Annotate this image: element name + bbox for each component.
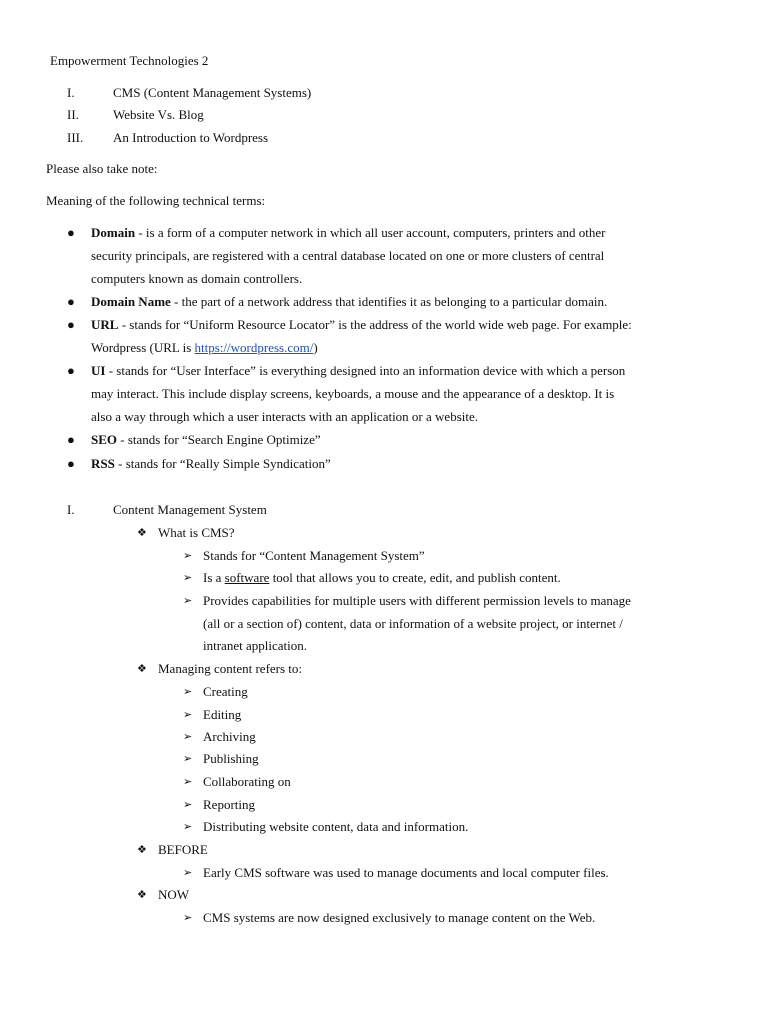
list-item: Early CMS software was used to manage documents and local computer files.	[203, 865, 609, 880]
note-line: Please also take note:	[46, 161, 158, 176]
subheading-now: NOW	[158, 887, 190, 902]
list-item: Provides capabilities for multiple users with different permission levels to manage	[203, 593, 631, 608]
term-definition: - stands for “Search Engine Optimize”	[117, 432, 321, 447]
bullet-icon: ●	[67, 294, 75, 309]
term-definition: - is a form of a computer network in which all user account, computers, printers and other	[135, 225, 606, 240]
outline-item: CMS (Content Management Systems)	[113, 85, 312, 100]
list-item: CMS systems are now designed exclusively to manage content on the Web.	[203, 910, 596, 925]
arrow-bullet-icon: ➢	[183, 708, 193, 721]
term-definition: - stands for “User Interface” is everything designed into an information device with which a person	[105, 363, 626, 378]
underlined-word: software	[224, 570, 270, 585]
term-label: Domain Name	[91, 294, 171, 309]
document-title: Empowerment Technologies 2	[50, 53, 209, 68]
term-definition: - stands for “Uniform Resource Locator” is the address of the world wide web page. For example:	[118, 317, 632, 332]
url-suffix: )	[313, 340, 318, 355]
outline-number: I.	[67, 85, 75, 100]
arrow-bullet-icon: ➢	[183, 549, 193, 562]
list-item	[203, 570, 561, 586]
url-prefix: Wordpress (URL is	[91, 340, 195, 355]
term-definition: - stands for “Really Simple Syndication”	[114, 456, 331, 471]
list-item: Creating	[203, 684, 248, 699]
term-label: SEO	[91, 432, 118, 447]
bullet-icon: ●	[67, 456, 75, 471]
bullet-icon: ●	[67, 432, 75, 447]
arrow-bullet-icon: ➢	[183, 685, 193, 698]
list-item-text: tool that allows you to create, edit, and publish content.	[269, 570, 561, 585]
term-definition-line: also a way through which a user interacts with an application or a website.	[91, 409, 478, 424]
list-item: Publishing	[203, 751, 259, 766]
term-definition-line: computers known as domain controllers.	[91, 271, 303, 286]
arrow-bullet-icon: ➢	[183, 752, 193, 765]
bullet-icon: ●	[67, 225, 75, 240]
arrow-bullet-icon: ➢	[183, 866, 193, 879]
term-definition-line	[91, 340, 318, 356]
term-label: UI	[91, 363, 106, 378]
arrow-bullet-icon: ➢	[183, 911, 193, 924]
section-heading: Content Management System	[113, 502, 267, 517]
diamond-bullet-icon: ❖	[137, 662, 147, 675]
subheading-managing-content: Managing content refers to:	[158, 661, 303, 676]
diamond-bullet-icon: ❖	[137, 843, 147, 856]
outline-item: An Introduction to Wordpress	[113, 130, 269, 145]
arrow-bullet-icon: ➢	[183, 730, 193, 743]
diamond-bullet-icon: ❖	[137, 888, 147, 901]
term-definition-line: may interact. This include display screens, keyboards, a mouse and the appearance of a desktop. It is	[91, 386, 615, 401]
list-item: Editing	[203, 707, 242, 722]
subheading-what-is-cms: What is CMS?	[158, 525, 235, 540]
wordpress-link[interactable]: https://wordpress.com/	[194, 340, 314, 355]
list-item: Distributing website content, data and information.	[203, 819, 469, 834]
term-domain	[91, 225, 605, 241]
list-item: Stands for “Content Management System”	[203, 548, 425, 563]
outline-number: III.	[67, 130, 84, 145]
arrow-bullet-icon: ➢	[183, 820, 193, 833]
list-item: Collaborating on	[203, 774, 291, 789]
term-label: Domain	[91, 225, 136, 240]
term-url	[91, 317, 632, 333]
arrow-bullet-icon: ➢	[183, 571, 193, 584]
arrow-bullet-icon: ➢	[183, 798, 193, 811]
outline-item: Website Vs. Blog	[113, 107, 204, 122]
term-ui	[91, 363, 625, 379]
section-number: I.	[67, 502, 75, 517]
list-item-text: Is a	[203, 570, 225, 585]
term-domain-name	[91, 294, 607, 310]
subheading-before: BEFORE	[158, 842, 208, 857]
diamond-bullet-icon: ❖	[137, 526, 147, 539]
term-seo	[91, 432, 321, 448]
list-item-continuation: (all or a section of) content, data or information of a website project, or internet /	[203, 616, 623, 631]
list-item: Archiving	[203, 729, 256, 744]
list-item-continuation: intranet application.	[203, 638, 307, 653]
term-label: URL	[91, 317, 119, 332]
list-item: Reporting	[203, 797, 255, 812]
bullet-icon: ●	[67, 363, 75, 378]
outline-number: II.	[67, 107, 79, 122]
term-label: RSS	[91, 456, 115, 471]
term-definition-line: security principals, are registered with a central database located on one or more clusters of central	[91, 248, 605, 263]
bullet-icon: ●	[67, 317, 75, 332]
term-definition: - the part of a network address that identifies it as belonging to a particular domain.	[170, 294, 608, 309]
arrow-bullet-icon: ➢	[183, 594, 193, 607]
arrow-bullet-icon: ➢	[183, 775, 193, 788]
term-rss	[91, 456, 331, 472]
terms-intro: Meaning of the following technical terms:	[46, 193, 266, 208]
